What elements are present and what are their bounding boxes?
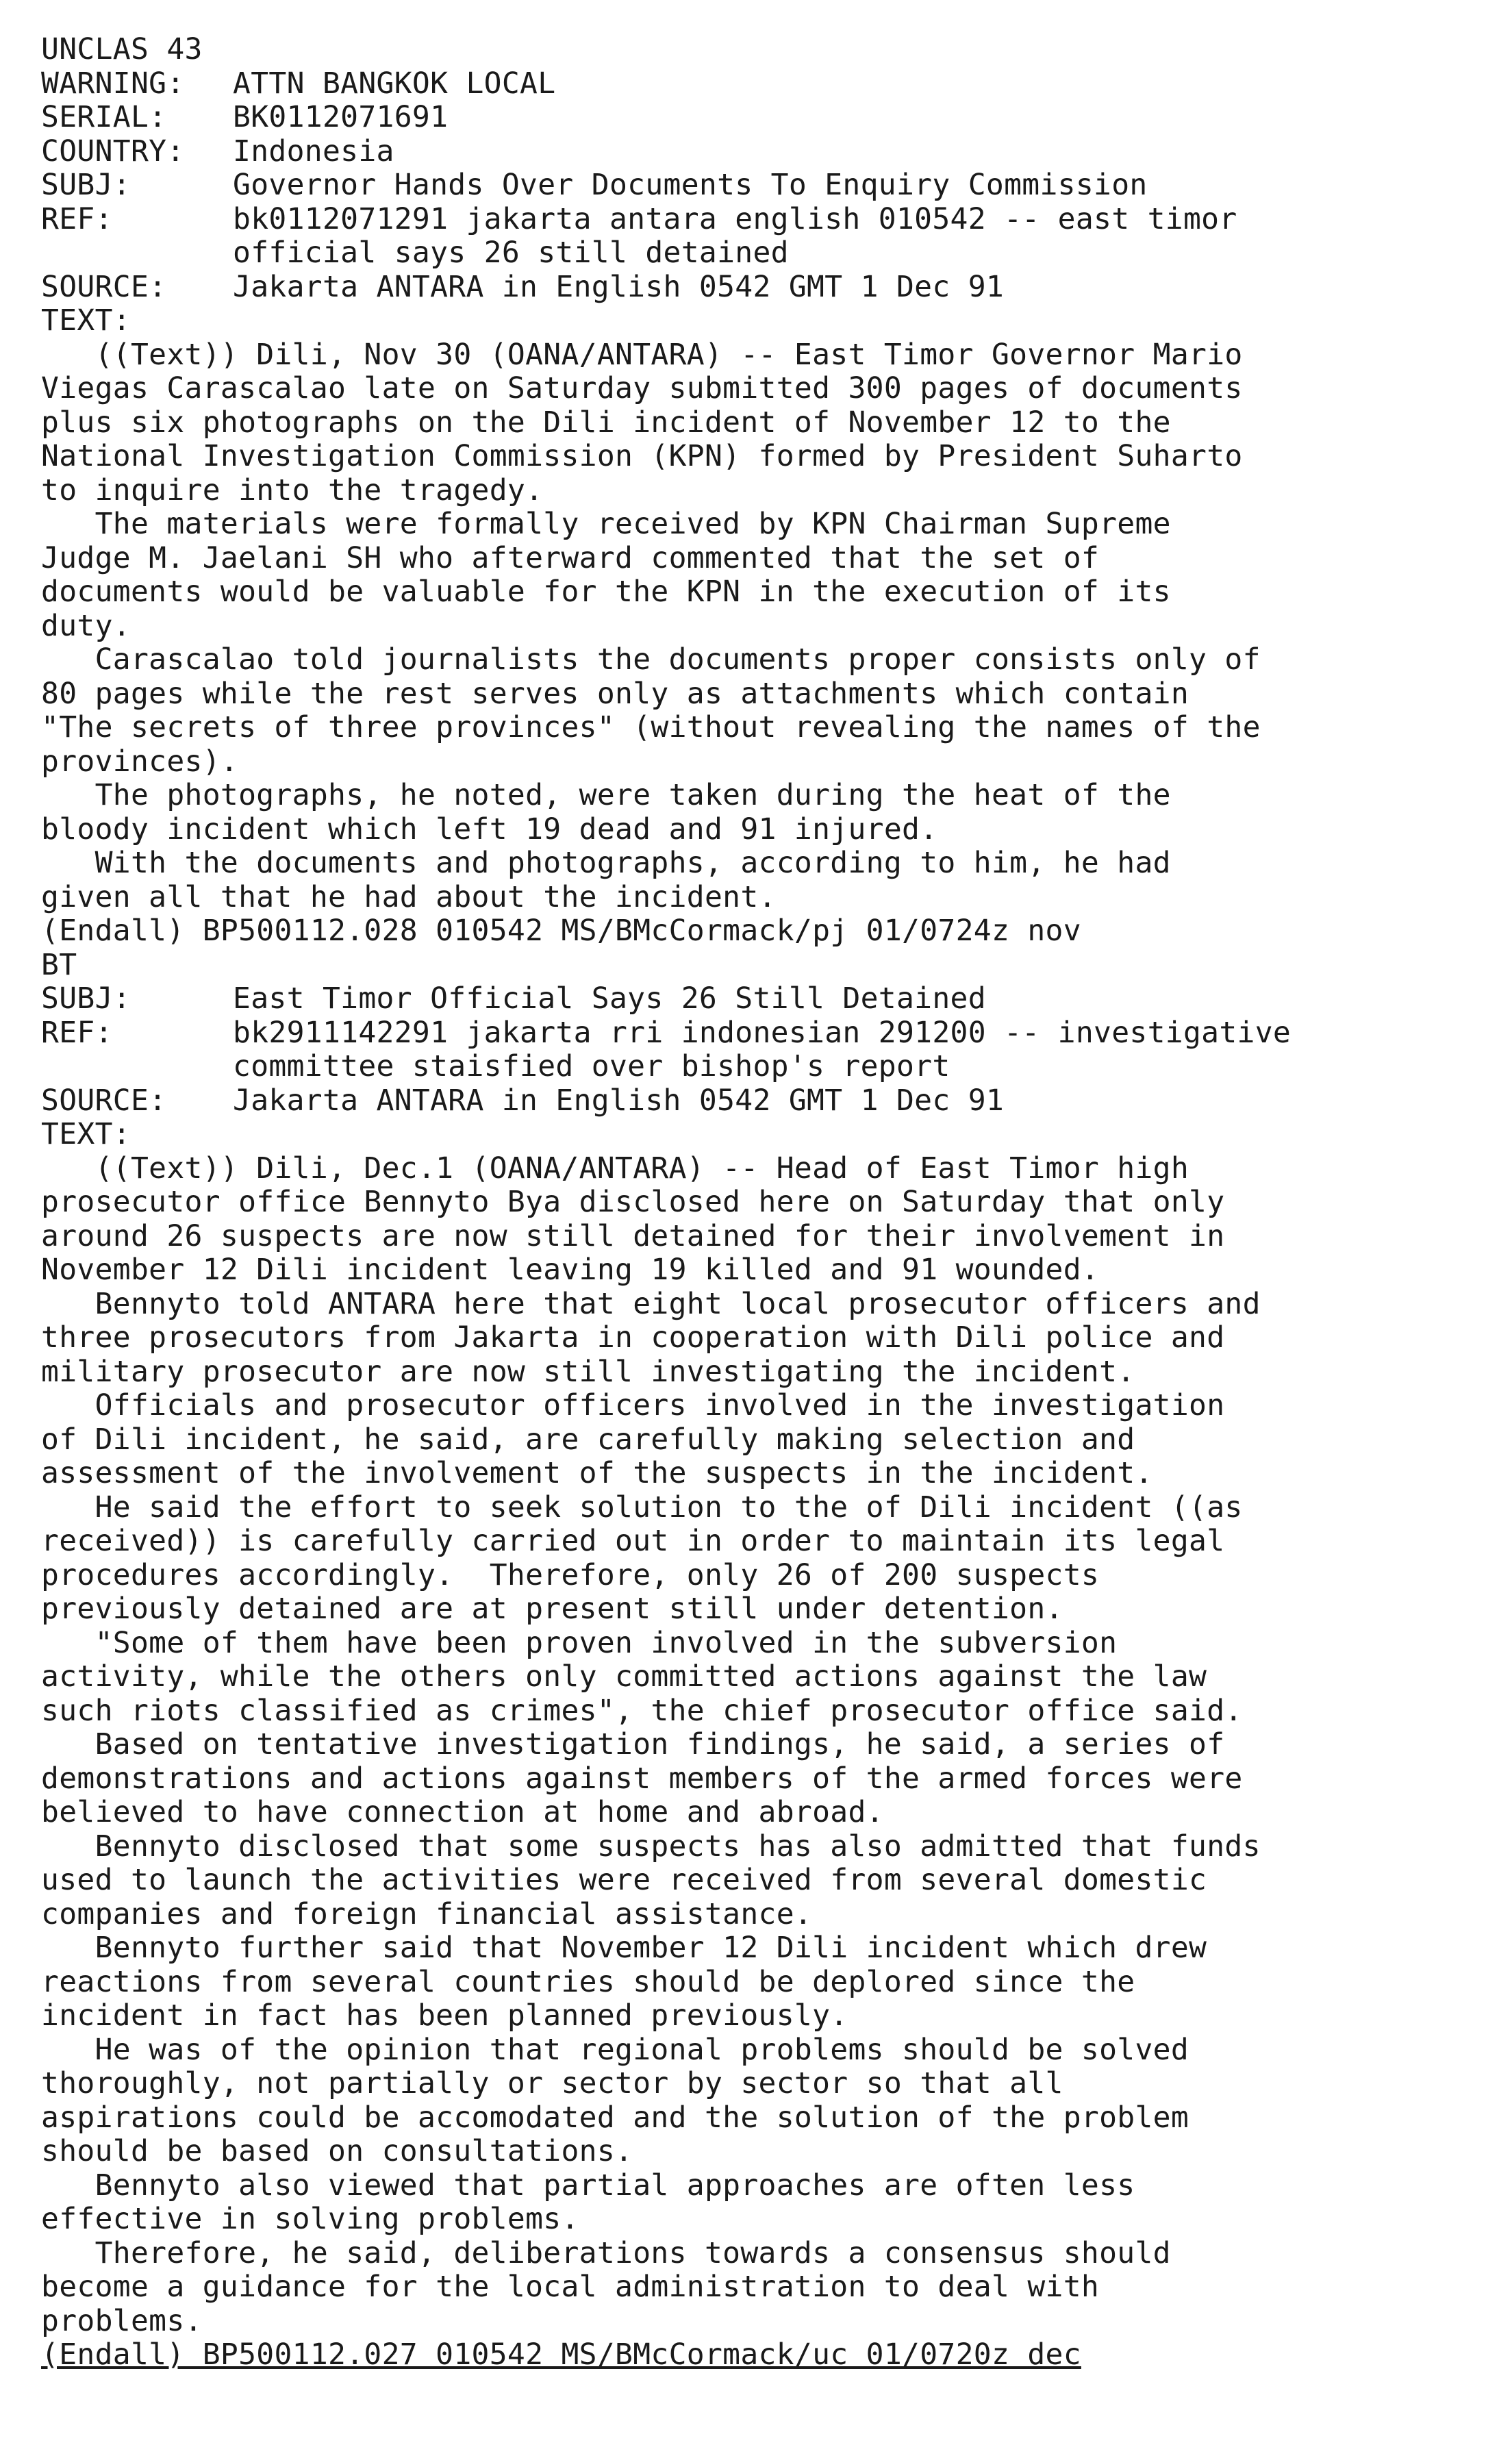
item1-ref-row [41,203,1479,237]
warning-value: ATTN BANGKOK LOCAL [233,66,556,101]
body-line: "Some of them have been proven involved in the subversion [41,1625,1118,1660]
cable-document [41,33,1479,2372]
body-line: received)) is carefully carried out in order to maintain its legal [41,1524,1225,1558]
item2-subj-value: East Timor Official Says 26 Still Detained [233,981,986,1016]
body-line: three prosecutors from Jakarta in cooperation with Dili police and [41,1320,1225,1355]
body-line: ((Text)) Dili, Dec.1 (OANA/ANTARA) -- Head of East Timor high [41,1151,1189,1186]
warning-label: WARNING: [41,66,185,101]
body-line: effective in solving problems. [41,2202,579,2236]
item1-ref-value-line2: official says 26 still detained [233,236,789,270]
body-line: such riots classified as crimes", the chief prosecutor office said. [41,1693,1243,1728]
serial-row [41,101,1479,135]
item1-body [41,338,1479,915]
body-line: "The secrets of three provinces" (without revealing the names of the [41,710,1261,744]
body-line: problems. [41,2303,203,2338]
body-line: The photographs, he noted, were taken during the heat of the [41,778,1171,812]
body-line: With the documents and photographs, according to him, he had [41,846,1171,880]
body-line: Bennyto told ANTARA here that eight local prosecutor officers and [41,1286,1261,1321]
body-line: plus six photographs on the Dili incident of November 12 to the [41,405,1171,440]
body-line: He was of the opinion that regional problems should be solved [41,2032,1189,2067]
body-line: become a guidance for the local administration to deal with [41,2270,1100,2304]
item1-subj-label: SUBJ: [41,168,131,202]
warning-row [41,67,1479,101]
body-line: thoroughly, not partially or sector by sector so that all [41,2066,1063,2101]
body-line: He said the effort to seek solution to the of Dili incident ((as [41,1490,1243,1525]
body-line: The materials were formally received by KPN Chairman Supreme [41,507,1171,541]
country-row [41,135,1479,169]
item2-ref-value-line1: bk2911142291 jakarta rri indonesian 291200 -- investigative [233,1015,1292,1050]
item1-source-value: Jakarta ANTARA in English 0542 GMT 1 Dec 91 [233,269,1005,304]
body-line: 80 pages while the rest serves only as attachments which contain [41,676,1189,711]
serial-label: SERIAL: [41,100,167,134]
body-line: demonstrations and actions against members of the armed forces were [41,1761,1243,1796]
body-line: procedures accordingly. Therefore, only 26 of 200 suspects [41,1557,1100,1592]
body-line: given all that he had about the incident. [41,879,777,914]
item1-subj-value: Governor Hands Over Documents To Enquiry Commission [233,168,1148,202]
item2-text-label: TEXT: [41,1117,131,1151]
item2-subj-row [41,982,1479,1016]
item1-source-row [41,271,1479,305]
body-line: Based on tentative investigation findings, he said, a series of [41,1727,1225,1761]
body-line: Carascalao told journalists the documents proper consists only of [41,642,1261,677]
item1-endall-line: (Endall) BP500112.028 010542 MS/BMcCormack/pj 01/0724z nov [41,914,1081,948]
body-line: of Dili incident, he said, are carefully making selection and [41,1422,1135,1457]
body-line: Officials and prosecutor officers involved in the investigation [41,1388,1225,1422]
item2-ref-value-line2: committee staisfied over bishop's report [233,1049,950,1083]
body-line: prosecutor office Bennyto Bya disclosed here on Saturday that only [41,1185,1225,1219]
body-line: activity, while the others only committed actions against the law [41,1659,1207,1694]
item2-source-value: Jakarta ANTARA in English 0542 GMT 1 Dec 91 [233,1083,1005,1118]
body-line: Bennyto further said that November 12 Dili incident which drew [41,1931,1207,1965]
body-line: reactions from several countries should be deplored since the [41,1964,1135,1999]
item2-source-label: SOURCE: [41,1083,167,1118]
body-line: Viegas Carascalao late on Saturday submitted 300 pages of documents [41,371,1243,405]
body-line: around 26 suspects are now still detained for their involvement in [41,1218,1225,1253]
body-line: bloody incident which left 19 dead and 91 injured. [41,812,938,847]
body-line: ((Text)) Dili, Nov 30 (OANA/ANTARA) -- East Timor Governor Mario [41,337,1243,372]
body-line: November 12 Dili incident leaving 19 killed and 91 wounded. [41,1253,1100,1287]
body-line: to inquire into the tragedy. [41,473,544,507]
body-line: should be based on consultations. [41,2134,633,2168]
body-line: assessment of the involvement of the suspects in the incident. [41,1456,1153,1490]
item1-text-label: TEXT: [41,303,131,338]
item1-ref-label: REF: [41,201,113,236]
item2-source-row [41,1084,1479,1118]
body-line: Therefore, he said, deliberations towards a consensus should [41,2235,1171,2270]
item2-subj-label: SUBJ: [41,981,131,1016]
body-line: Bennyto also viewed that partial approaches are often less [41,2168,1135,2203]
item2-ref-row [41,1016,1479,1051]
body-line: companies and foreign financial assistance. [41,1896,813,1931]
item1-subj-row [41,168,1479,203]
body-line: aspirations could be accomodated and the solution of the problem [41,2100,1189,2135]
body-line: duty. [41,608,131,643]
body-line: believed to have connection at home and abroad. [41,1795,884,1829]
body-line: used to launch the activities were received from several domestic [41,1863,1207,1897]
body-line: provinces). [41,744,239,779]
body-line: previously detained are at present still under detention. [41,1592,1063,1626]
body-line: National Investigation Commission (KPN) formed by President Suharto [41,439,1243,473]
country-value: Indonesia [233,134,394,168]
body-line: military prosecutor are now still investigating the incident. [41,1354,1135,1389]
item1-ref-value-line1: bk0112071291 jakarta antara english 010542 -- east timor [233,201,1237,236]
body-line: incident in fact has been planned previously. [41,1998,848,2033]
item2-endall-line: (Endall) BP500112.027 010542 MS/BMcCormack/uc 01/0720z dec [41,2337,1081,2372]
body-line: documents would be valuable for the KPN in the execution of its [41,575,1171,609]
body-line: Bennyto disclosed that some suspects has also admitted that funds [41,1829,1261,1864]
country-label: COUNTRY: [41,134,185,168]
item2-ref-label: REF: [41,1015,113,1050]
item1-source-label: SOURCE: [41,269,167,304]
item2-body [41,1152,1479,2339]
body-line: Judge M. Jaelani SH who afterward commented that the set of [41,540,1100,575]
classification-line: UNCLAS 43 [41,32,203,66]
break-marker: BT [41,947,77,982]
serial-value: BK0112071691 [233,100,449,134]
